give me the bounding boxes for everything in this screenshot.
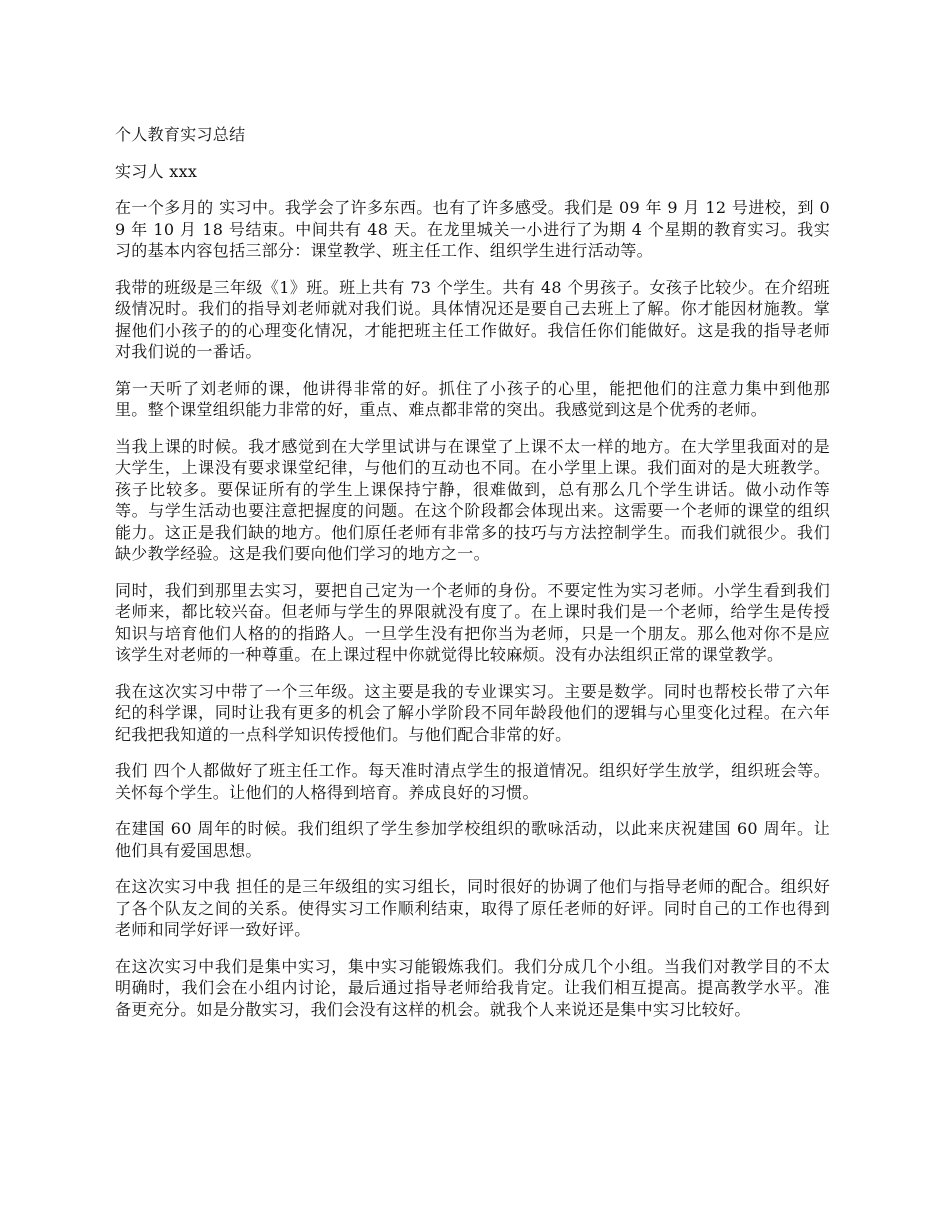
paragraph-2: 我带的班级是三年级《1》班。班上共有 73 个学生。共有 48 个男孩子。女孩子比较少。在介绍班级情况时。我们的指导刘老师就对我们说。具体情况还是要自己去班上了解。你才能因材施教。掌握他们小孩子的的心理变化情况，才能把班主任工作做好。我信任你们能做好。这是我的指导老师对我们说的一番话。 xyxy=(115,277,830,361)
paragraph-8: 在建国 60 周年的时候。我们组织了学生参加学校组织的歌咏活动，以此来庆祝建国 60 周年。让他们具有爱国思想。 xyxy=(115,819,830,860)
paragraph-9: 在这次实习中我 担任的是三年级组的实习组长，同时很好的协调了他们与指导老师的配合。组织好了各个队友之间的关系。使得实习工作顺利结束，取得了原任老师的好评。同时自己的工作也得到老师和同学好评一致好评。 xyxy=(115,877,830,939)
paragraph-5: 同时，我们到那里去实习，要把自己定为一个老师的身份。不要定性为实习老师。小学生看到我们老师来，都比较兴奋。但老师与学生的界限就没有度了。在上课时我们是一个老师，给学生是传授知识与培育他们人格的的指路人。一旦学生没有把你当为老师，只是一个朋友。那么他对你不是应该学生对老师的一种尊重。在上课过程中你就觉得比较麻烦。没有办法组织正常的课堂教学。 xyxy=(115,580,830,664)
paragraph-7: 我们 四个人都做好了班主任工作。每天准时清点学生的报道情况。组织好学生放学，组织班会等。关怀每个学生。让他们的人格得到培育。养成良好的习惯。 xyxy=(115,761,830,802)
document-page xyxy=(115,124,830,1035)
paragraph-6: 我在这次实习中带了一个三年级。这主要是我的专业课实习。主要是数学。同时也帮校长带了六年纪的科学课，同时让我有更多的机会了解小学阶段不同年龄段他们的逻辑与心里变化过程。在六年纪我把我知道的一点科学知识传授他们。与他们配合非常的好。 xyxy=(115,681,830,744)
document-title: 个人教育实习总结 xyxy=(115,125,246,144)
author-line: 实习人 xxx xyxy=(115,161,198,181)
paragraph-10: 在这次实习中我们是集中实习，集中实习能锻炼我们。我们分成几个小组。当我们对教学目的不太明确时，我们会在小组内讨论，最后通过指导老师给我肯定。让我们相互提高。提高教学水平。准备更充分。如是分散实习，我们会没有这样的机会。就我个人来说还是集中实习比较好。 xyxy=(115,956,830,1019)
paragraph-4: 当我上课的时候。我才感觉到在大学里试讲与在课堂了上课不太一样的地方。在大学里我面对的是大学生，上课没有要求课堂纪律，与他们的互动也不同。在小学里上课。我们面对的是大班教学。孩子比较多。要保证所有的学生上课保持宁静，很难做到，总有那么几个学生讲话。做小动作等等。与学生活动也要注意把握度的问题。在这个阶段都会体现出来。这需要一个老师的课堂的组织能力。这正是我们缺的地方。他们原任老师有非常多的技巧与方法控制学生。而我们就很少。我们缺少教学经验。这是我们要向他们学习的地方之一。 xyxy=(115,436,830,563)
paragraph-3: 第一天听了刘老师的课，他讲得非常的好。抓住了小孩子的心里，能把他们的注意力集中到他那里。整个课堂组织能力非常的好，重点、难点都非常的突出。我感觉到这是个优秀的老师。 xyxy=(115,378,830,419)
paragraph-1: 在一个多月的 实习中。我学会了许多东西。也有了许多感受。我们是 09 年 9 月 12 号进校，到 09 年 10 月 18 号结束。中间共有 48 天。在龙里城关一小进行了为期 4 个星期的教育实习。我实习的基本内容包括三部分：课堂教学、班主任工作、组织学生进行活动等。 xyxy=(115,198,830,260)
